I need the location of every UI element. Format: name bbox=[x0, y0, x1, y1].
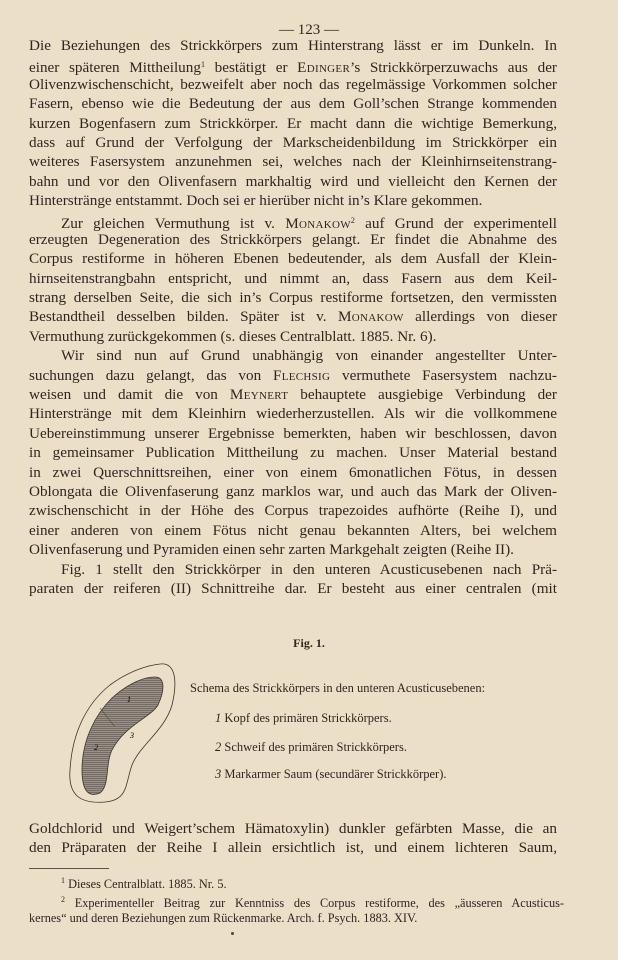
text-line: Die Beziehungen des Strickkörpers zum Hinterstrang lässt er im Dunkeln. In bbox=[29, 37, 557, 54]
text-segment: suchungen dazu gelangt, das von bbox=[29, 366, 273, 384]
text-line: Vermuthung zurückgekommen (s. dieses Centralblatt. 1885. Nr. 6). bbox=[29, 327, 437, 345]
legend-text: Markarmer Saum (secundärer Strickkörper). bbox=[224, 767, 447, 781]
text-line: Goldchlorid und Weigert’schem Hämatoxylin) dunkler gefärbten Masse, die an bbox=[29, 820, 557, 837]
text-line: hirnseitenstrangbahn entspricht, und nimmt an, dass Fasern aus dem Keil- bbox=[29, 269, 557, 287]
footnote-ref: 1 bbox=[200, 60, 205, 70]
text-line bbox=[29, 385, 557, 404]
text-line: Wir sind nun auf Grund unabhängig von einander angestellter Unter- bbox=[61, 347, 557, 365]
text-line: Olivenfaserung und Pyramiden einen sehr zarten Markgehalt zeigten (Reihe II). bbox=[29, 541, 514, 559]
author-name: Monakow bbox=[338, 308, 404, 326]
text-line: paraten der reiferen (II) Schnittreihe dar. Er besteht aus einer centralen (mit bbox=[29, 579, 557, 597]
figure-diagram bbox=[50, 650, 190, 810]
figure-label: Fig. 1. bbox=[293, 636, 325, 650]
footnote-text: Experimenteller Beitrag zur Kenntniss des Corpus restiforme, des „äusseren Acusticus- bbox=[74, 895, 565, 910]
text-segment: Zur gleichen Vermuthung ist v. bbox=[61, 214, 286, 232]
text-line: Hinterstränge mit dem Kleinhirn wiederherzustellen. Als wir die vollkommene bbox=[29, 405, 557, 423]
author-name: Meynert bbox=[229, 386, 289, 404]
text-segment: einer späteren Mittheilung bbox=[29, 59, 201, 77]
text-segment: ’s Strickkörperzuwachs aus der bbox=[350, 59, 557, 77]
footnote-marker: 1 bbox=[61, 876, 65, 885]
text-line: Fasern, ebenso wie die Bedeutung der aus dem Goll’schen Strange kommenden bbox=[29, 95, 557, 113]
page-number: — 123 — bbox=[279, 22, 339, 38]
body-text bbox=[29, 36, 557, 598]
text-line: weiteres Fasersystem anzunehmen sei, welches nach der Kleinhirnseitenstrang- bbox=[29, 153, 557, 171]
inner-dark-mass bbox=[82, 677, 163, 794]
legend-item-3 bbox=[215, 767, 447, 782]
text-segment: bestätigt er bbox=[204, 59, 298, 77]
region-label-1: 1 bbox=[127, 695, 131, 704]
footnote-1 bbox=[29, 872, 564, 891]
text-segment: auf Grund der experimentell bbox=[354, 214, 557, 232]
text-line bbox=[29, 55, 557, 77]
author-name: Edinger bbox=[297, 59, 351, 77]
text-line: einer anderen von einem Fötus nicht genau bekannten Alters, bei welchem bbox=[29, 521, 557, 539]
body-text-continued bbox=[29, 819, 557, 858]
text-line bbox=[29, 366, 557, 385]
text-line: erzeugten Degeneration des Strickkörpers gelangt. Er findet die Abnahme des bbox=[29, 230, 557, 248]
text-segment: allerdings von dieser bbox=[403, 308, 558, 326]
text-segment: vermuthete Fasersystem nachzu- bbox=[330, 366, 557, 384]
text-line: Uebereinstimmung unserer Ergebnisse bemerkten, haben wir beschlossen, davon bbox=[29, 424, 557, 442]
author-name: Monakow bbox=[285, 214, 351, 232]
author-name: Flechsig bbox=[272, 366, 331, 384]
footnote-ref: 2 bbox=[350, 215, 355, 225]
legend-num: 1 bbox=[215, 711, 222, 725]
footnote-marker: 2 bbox=[61, 894, 65, 904]
text-segment: Bestandtheil desselben bilden. Später ist v. bbox=[29, 308, 338, 326]
text-line: dass auf Grund der Verfolgung der Markscheidenbildung im Strickkörper ein bbox=[29, 133, 557, 151]
footnote-divider bbox=[29, 868, 109, 869]
legend-text: Schweif des primären Strickkörpers. bbox=[224, 740, 407, 754]
text-line: in gemeinsamer Publication Mittheilung zu machen. Unser Material bestand bbox=[29, 444, 557, 462]
footnote-2 bbox=[29, 891, 564, 910]
legend-item-1 bbox=[215, 711, 392, 726]
region-label-2: 2 bbox=[94, 743, 98, 752]
legend-item-2 bbox=[215, 740, 407, 755]
text-line: strang derselben Seite, die sich in’s Corpus restiforme fortsetzen, den vermissten bbox=[29, 289, 557, 307]
text-line: Olivenzwischenschicht, bezweifelt aber noch das regelmässige Vorkommen solcher bbox=[29, 75, 557, 93]
footnote-2-continued: kernes“ und deren Beziehungen zum Rückenmarke. Arch. f. Psych. 1883. XIV. bbox=[29, 911, 418, 925]
text-line bbox=[29, 211, 557, 230]
text-line: Hinterstränge entstammt. Doch sei er hierüber nicht in’s Klare gekommen. bbox=[29, 192, 483, 210]
region-label-3: 3 bbox=[130, 731, 134, 740]
legend-num: 3 bbox=[215, 767, 222, 781]
footnotes bbox=[29, 872, 564, 928]
text-segment: behauptete ausgiebige Verbindung der bbox=[288, 386, 557, 404]
figure-title: Schema des Strickkörpers in den unteren Acusticusebenen: bbox=[190, 681, 486, 695]
text-line: zwischenschicht in der Höhe des Corpus trapezoides aufhörte (Reihe I), und bbox=[29, 502, 557, 520]
text-line: den Präparaten der Reihe I allein ersichtlich ist, und einem lichteren Saum, bbox=[29, 839, 557, 857]
text-line: Corpus restiforme in höheren Ebenen bedeutender, als dem Ausfall der Klein- bbox=[29, 250, 557, 268]
text-line: bahn und vor den Olivenfasern markhaltig wird und vielleicht den Kernen der bbox=[29, 172, 557, 190]
text-line: Fig. 1 stellt den Strickkörper in den unteren Acusticusebenen nach Prä- bbox=[61, 560, 557, 578]
footnote-text: Dieses Centralblatt. 1885. Nr. 5. bbox=[68, 877, 227, 891]
legend-text: Kopf des primären Strickkörpers. bbox=[224, 711, 392, 725]
legend-num: 2 bbox=[215, 740, 222, 754]
text-segment: weisen und damit die von bbox=[29, 386, 230, 404]
text-line bbox=[29, 307, 557, 326]
ink-speck bbox=[231, 932, 234, 935]
text-line: Oblongata die Olivenfaserung ganz marklos war, und auch das Mark der Oliven- bbox=[29, 482, 557, 500]
text-line: kurzen Bogenfasern zum Strickkörper. Er macht dann die wichtige Bemerkung, bbox=[29, 114, 557, 132]
text-line: in zwei Querschnittsreihen, einer von einem 6monatlichen Fötus, in dessen bbox=[29, 463, 557, 481]
